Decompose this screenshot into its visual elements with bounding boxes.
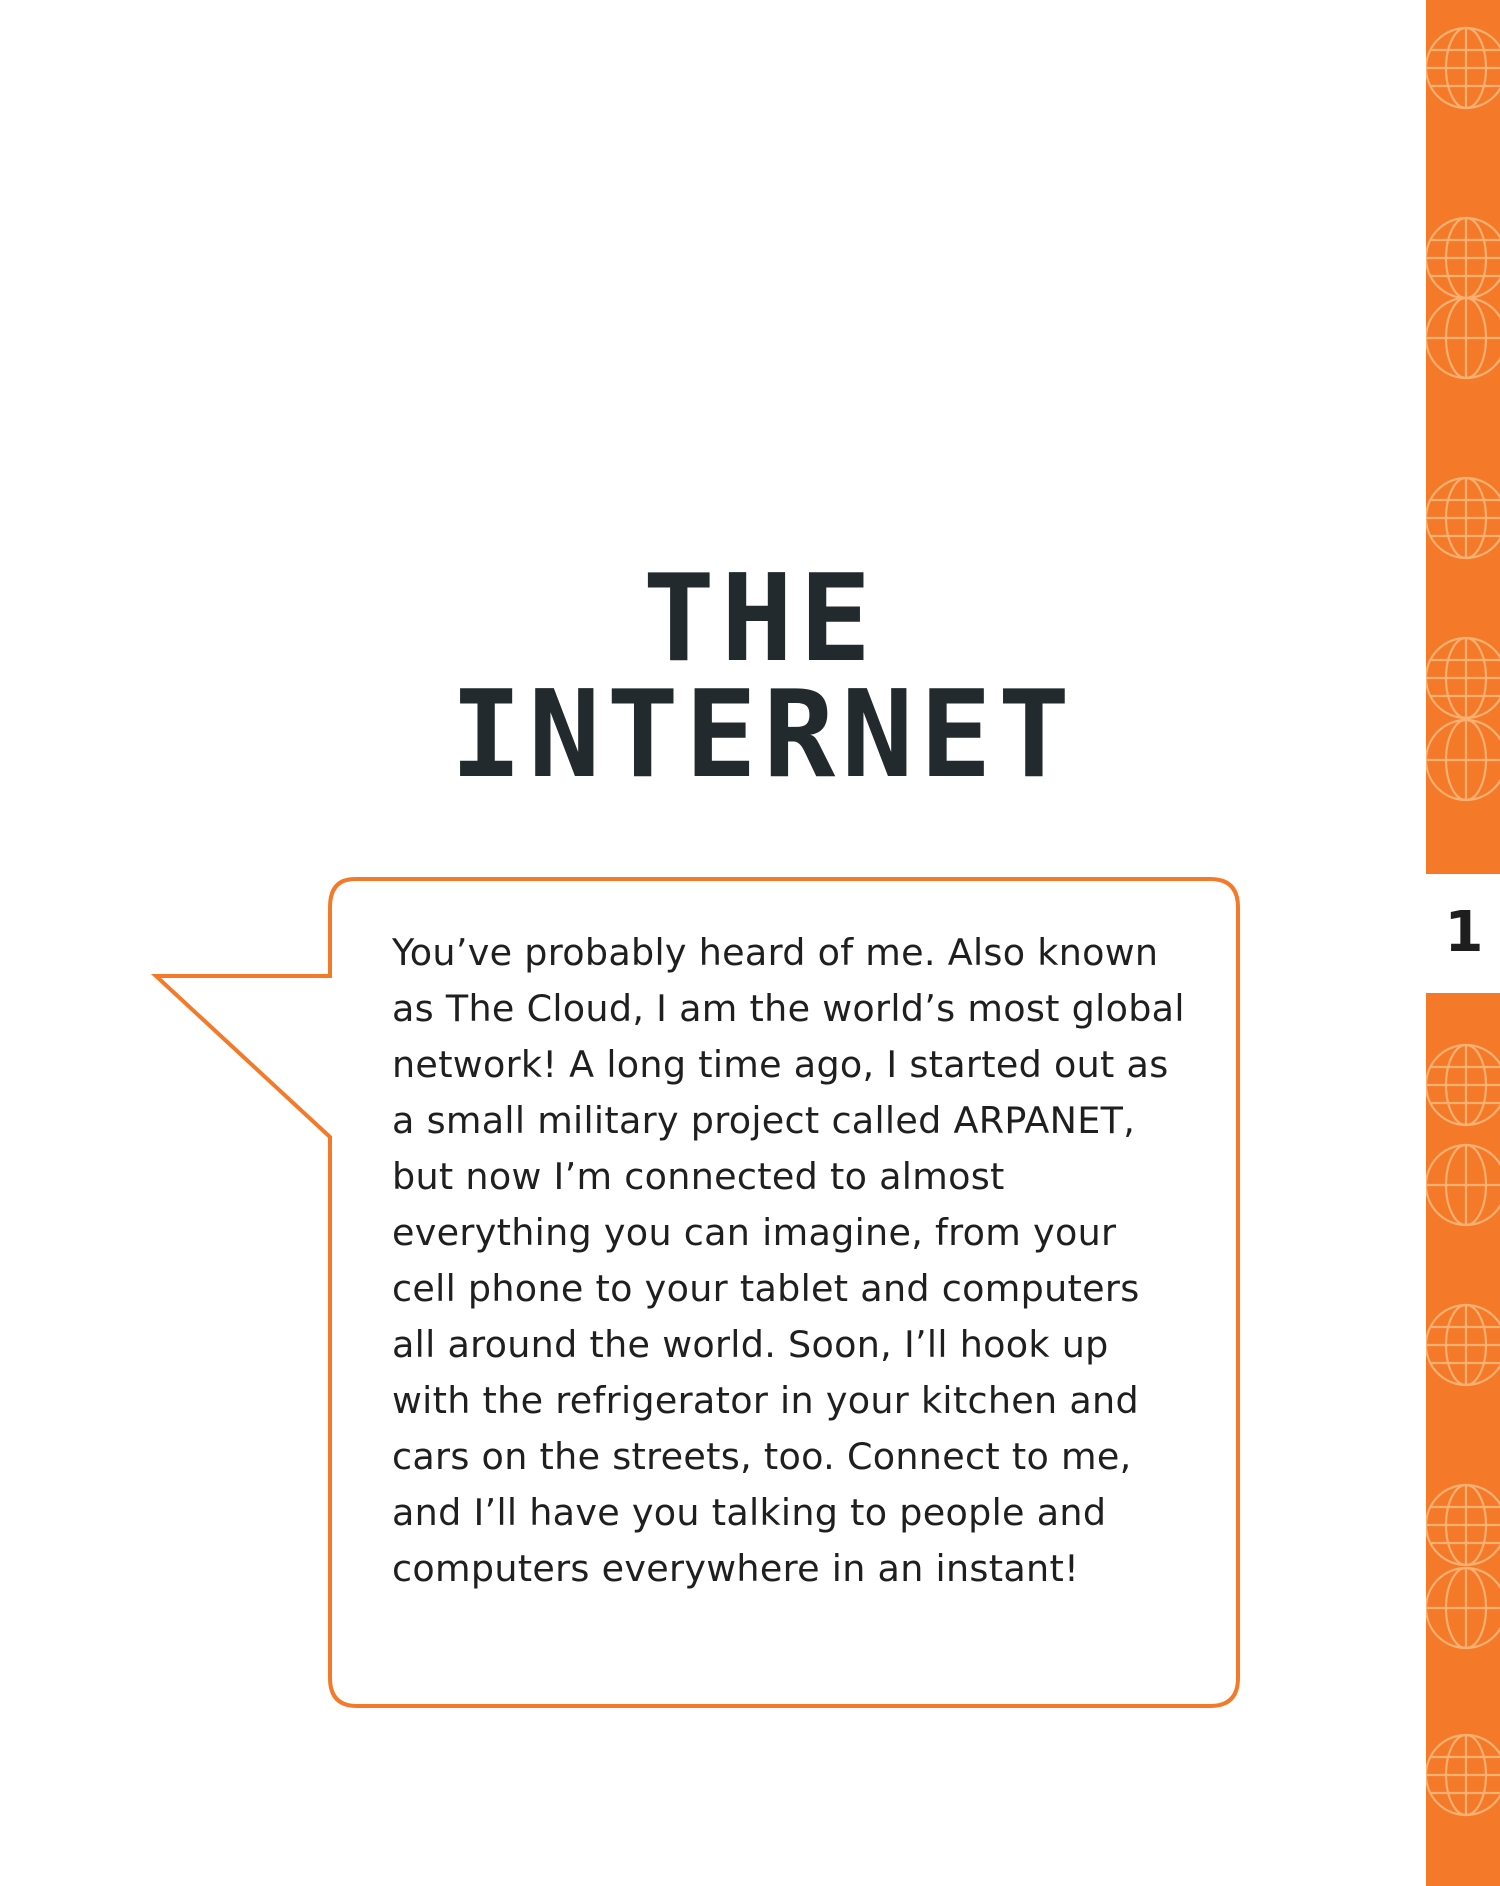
- page-number: 1: [1444, 900, 1484, 965]
- tab-block-upper: [1426, 0, 1500, 874]
- title-line-1: THE: [642, 550, 878, 689]
- tab-block-lower: [1426, 993, 1500, 1886]
- speech-bubble-text: You’ve probably heard of me. Also known as The Cloud, I am the world’s most global network! A long time ago, I started out as a small military project called ARPANET, but now I’m connected to almost everything you can imagine, from your cell phone to your tablet and computers all around the world. Soon, I’ll hook up with the refrigerator in your kitchen and cars on the streets, too. Connect to me, and I’ll have you talking to people and computers everywhere in an instant!: [392, 931, 1185, 1590]
- title-line-2: INTERNET: [450, 666, 1076, 805]
